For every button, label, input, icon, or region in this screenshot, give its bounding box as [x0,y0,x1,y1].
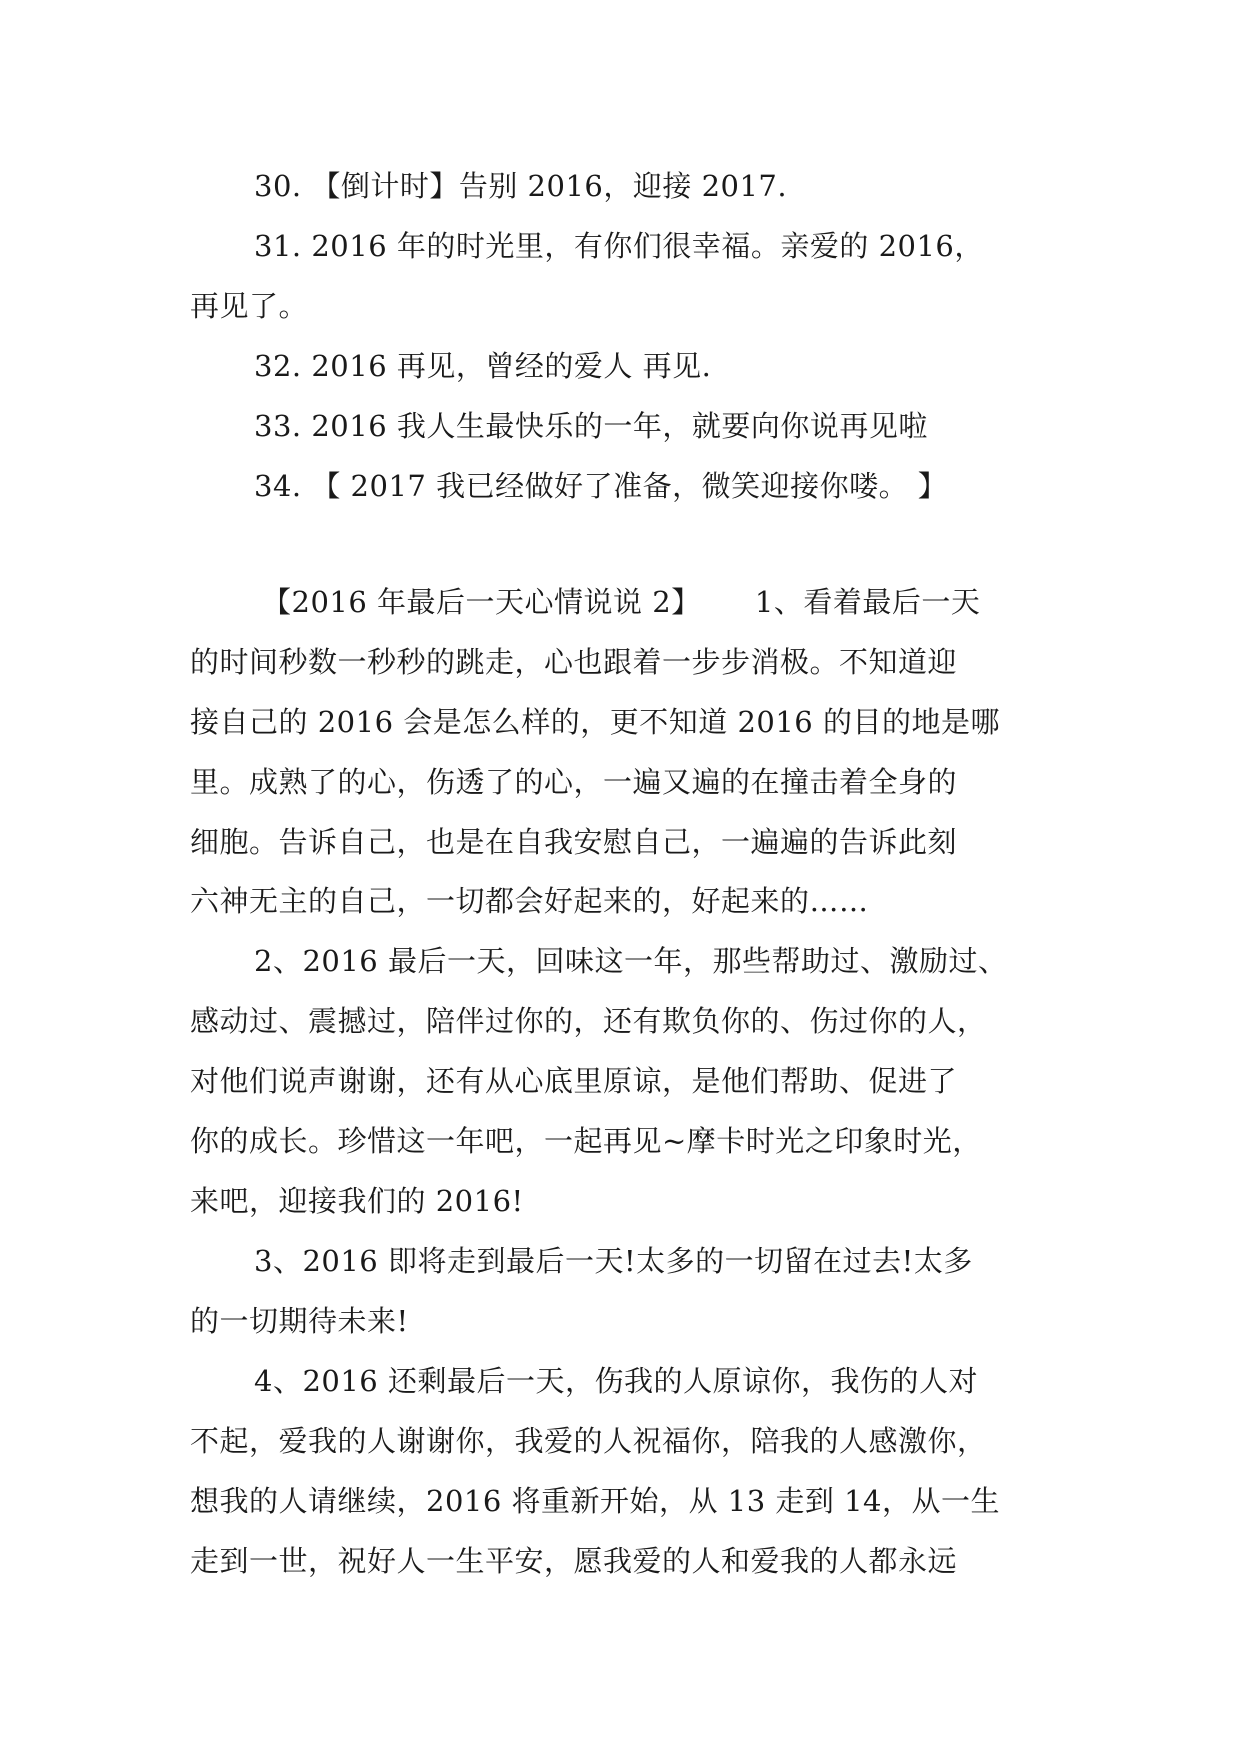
paragraph-2-line-4: 你的成长。珍惜这一年吧，一起再见~摩卡时光之印象时光， [190,1124,982,1158]
list-item-31: 31. 2016 年的时光里，有你们很幸福。亲爱的 2016， [254,229,984,263]
paragraph-3-line-1: 3、2016 即将走到最后一天!太多的一切留在过去!太多 [254,1244,973,1278]
paragraph-4-line-1: 4、2016 还剩最后一天，伤我的人原谅你，我伤的人对 [254,1364,978,1398]
paragraph-3-line-2: 的一切期待未来! [190,1304,409,1338]
paragraph-1-line-5: 细胞。告诉自己，也是在自我安慰自己，一遍遍的告诉此刻 [190,825,958,859]
list-item-33: 33. 2016 我人生最快乐的一年，就要向你说再见啦 [254,409,928,443]
paragraph-1-line-3: 接自己的 2016 会是怎么样的，更不知道 2016 的目的地是哪 [190,705,1000,739]
section-heading-line: 【2016 年最后一天心情说说 2】 1、看着最后一天 [262,585,981,619]
paragraph-2-line-5: 来吧，迎接我们的 2016! [190,1184,524,1218]
list-item-32: 32. 2016 再见，曾经的爱人 再见. [254,349,712,383]
paragraph-1-line-6: 六神无主的自己，一切都会好起来的，好起来的…… [190,884,869,918]
paragraph-2-line-1: 2、2016 最后一天，回味这一年，那些帮助过、激励过、 [254,944,1008,978]
paragraph-2-line-2: 感动过、震撼过，陪伴过你的，还有欺负你的、伤过你的人， [190,1004,987,1038]
paragraph-1-line-2: 的时间秒数一秒秒的跳走，心也跟着一步步消极。不知道迎 [190,645,958,679]
paragraph-2-line-3: 对他们说声谢谢，还有从心底里原谅，是他们帮助、促进了 [190,1064,958,1098]
list-item-30: 30. 【倒计时】告别 2016，迎接 2017. [254,169,788,203]
paragraph-4-line-2: 不起，爱我的人谢谢你，我爱的人祝福你，陪我的人感激你， [190,1424,987,1458]
paragraph-4-line-4: 走到一世，祝好人一生平安，愿我爱的人和爱我的人都永远 [190,1544,958,1578]
paragraph-1-line-4: 里。成熟了的心，伤透了的心，一遍又遍的在撞击着全身的 [190,765,958,799]
list-item-31-continued: 再见了。 [190,289,309,323]
paragraph-4-line-3: 想我的人请继续，2016 将重新开始，从 13 走到 14，从一生 [190,1484,1000,1518]
list-item-34: 34. 【 2017 我已经做好了准备，微笑迎接你喽。 】 [254,469,948,503]
